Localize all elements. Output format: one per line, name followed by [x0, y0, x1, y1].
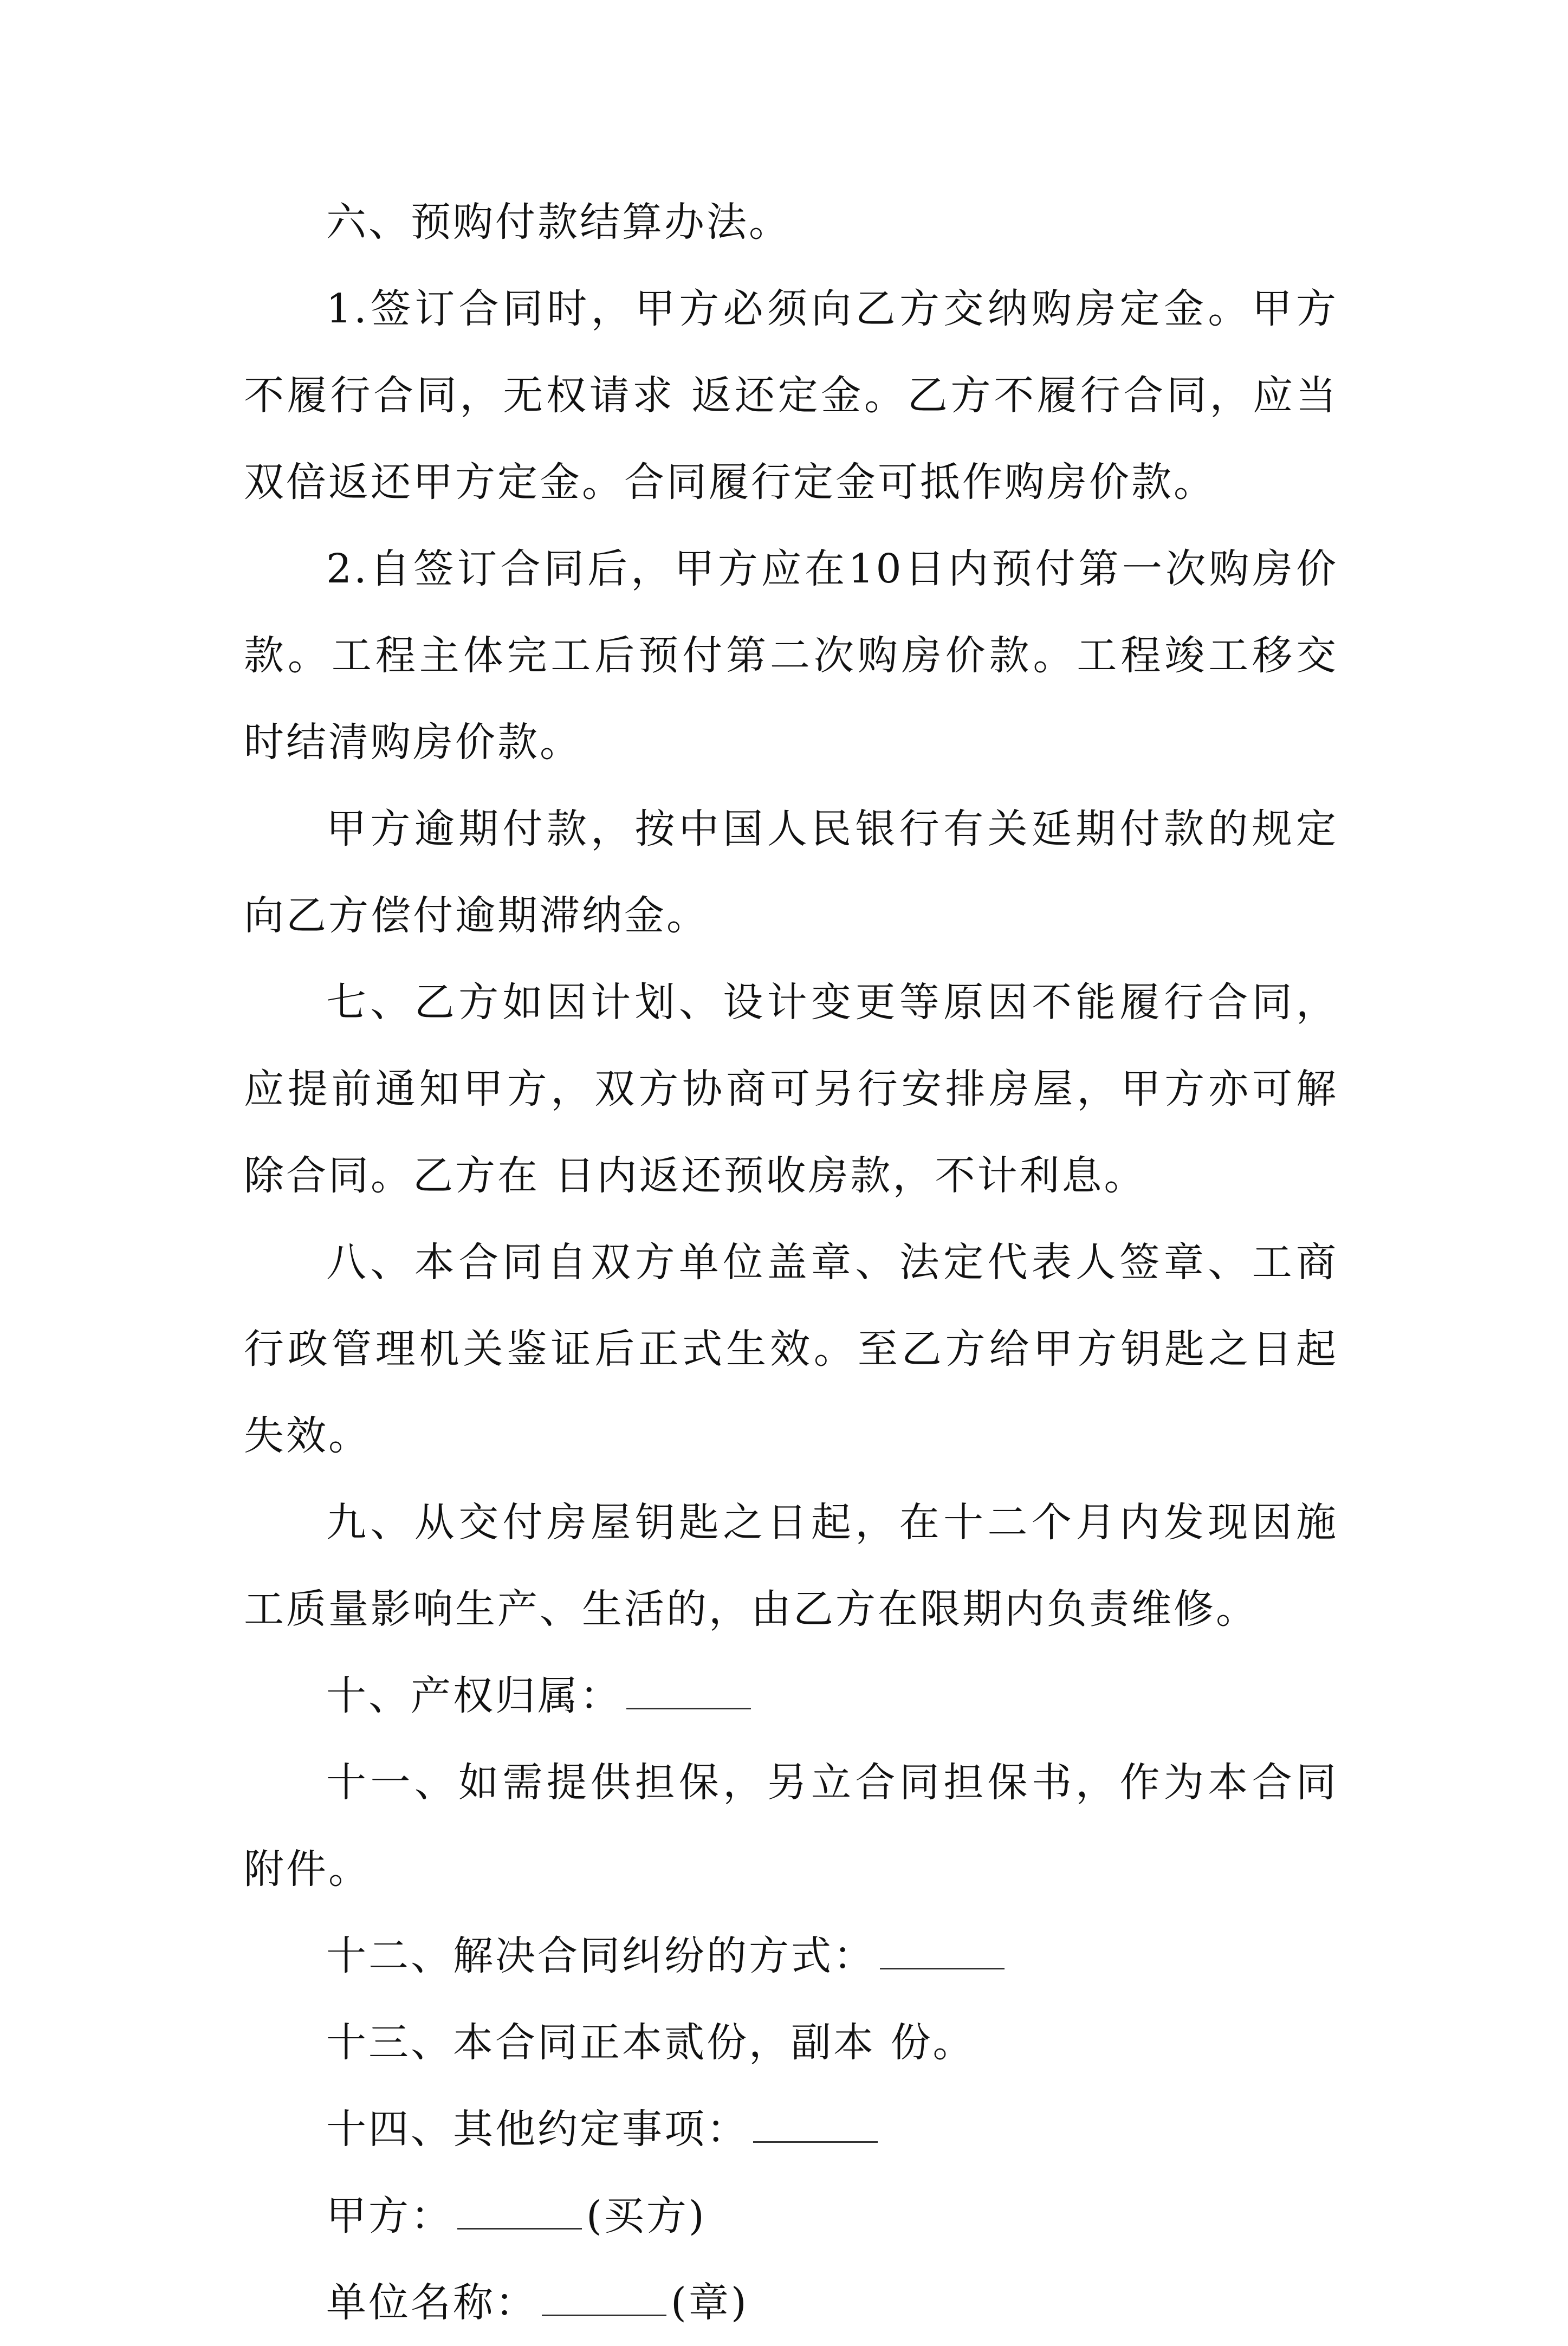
party-a-line	[244, 2173, 1338, 2259]
clause-14	[244, 2086, 1338, 2173]
clause-11: 十一、如需提供担保，另立合同担保书，作为本合同附件。	[244, 1759, 1338, 1893]
clause-12	[244, 1913, 1338, 1999]
unit-name-blank[interactable]	[542, 2282, 666, 2316]
dispute-blank[interactable]	[880, 1935, 1005, 1969]
other-matters-label: 十四、其他约定事项：	[326, 2106, 749, 2153]
clause-13: 十三、本合同正本贰份，副本 份。	[326, 2019, 975, 2066]
property-rights-blank[interactable]	[626, 1675, 751, 1709]
clause-6-title: 六、预购付款结算办法。	[326, 199, 791, 245]
clause-6-item-1: 1.签订合同时，甲方必须向乙方交纳购房定金。甲方不履行合同，无权请求 返还定金。乙方不履行合同，应当双倍返还甲方定金。合同履行定金可抵作购房价款。	[244, 286, 1338, 506]
clause-6-item-2: 2.自签订合同后，甲方应在10日内预付第一次购房价款。工程主体完工后预付第二次购房价款。工程竣工移交时结清购房价款。	[244, 546, 1338, 766]
document-page	[244, 179, 1338, 2346]
clause-7: 七、乙方如因计划、设计变更等原因不能履行合同，应提前通知甲方，双方协商可另行安排房屋，甲方亦可解除合同。乙方在 日内返还预收房款，不计利息。	[244, 979, 1338, 1199]
clause-10	[244, 1652, 1338, 1739]
clause-6-late-payment: 甲方逾期付款，按中国人民银行有关延期付款的规定向乙方偿付逾期滞纳金。	[244, 806, 1338, 939]
unit-name-label: 单位名称：	[326, 2279, 537, 2326]
unit-name-line	[244, 2259, 1338, 2346]
party-a-suffix: (买方)	[586, 2193, 707, 2239]
unit-name-suffix: (章)	[671, 2279, 749, 2326]
clause-9: 九、从交付房屋钥匙之日起，在十二个月内发现因施工质量影响生产、生活的，由乙方在限期内负责维修。	[244, 1499, 1338, 1632]
other-matters-blank[interactable]	[753, 2109, 878, 2143]
dispute-label: 十二、解决合同纠纷的方式：	[326, 1933, 876, 1979]
clause-8: 八、本合同自双方单位盖章、法定代表人签章、工商行政管理机关鉴证后正式生效。至乙方给甲方钥匙之日起失效。	[244, 1239, 1338, 1459]
party-a-blank[interactable]	[457, 2195, 582, 2230]
property-rights-label: 十、产权归属：	[326, 1673, 622, 1719]
party-a-label: 甲方：	[326, 2193, 453, 2239]
